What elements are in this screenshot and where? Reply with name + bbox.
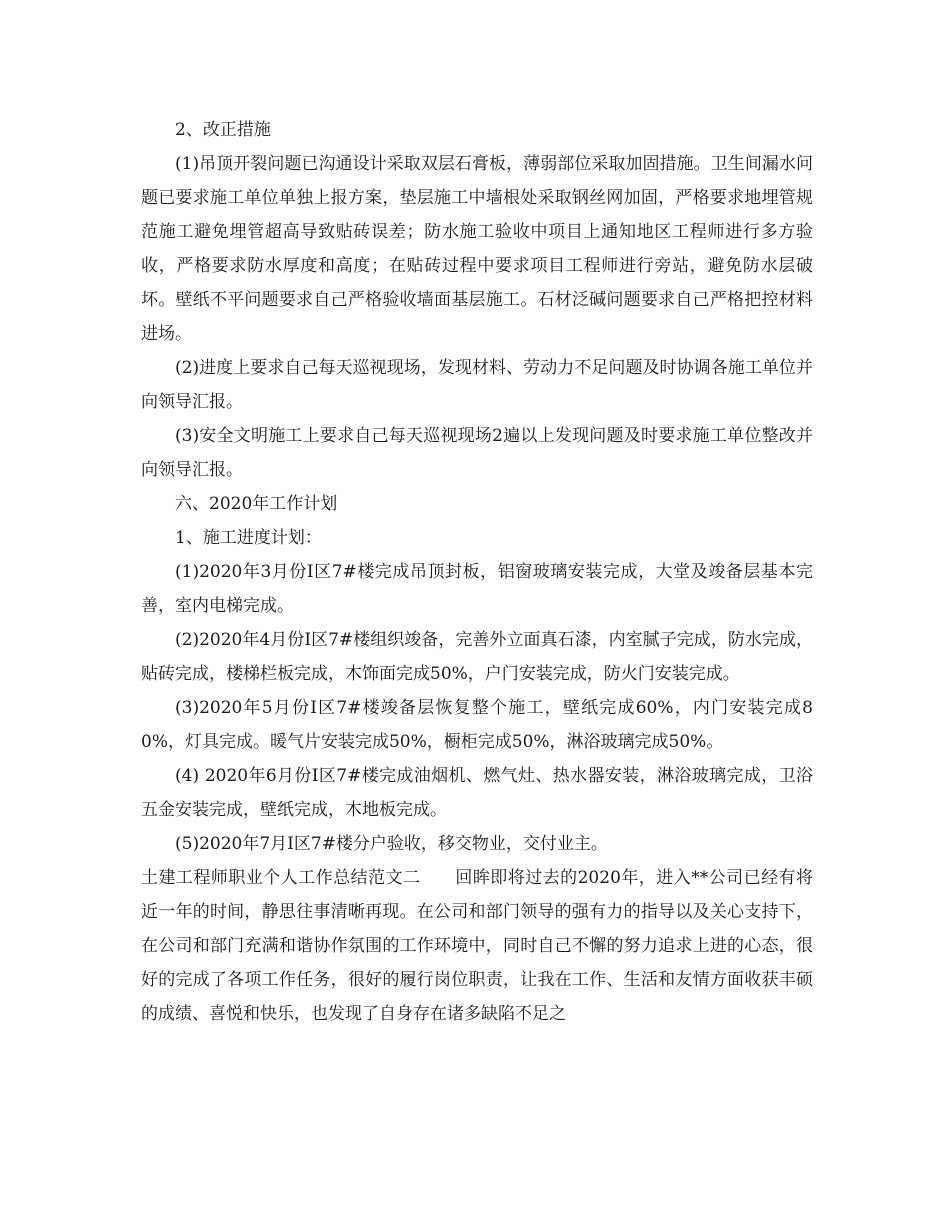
heading-schedule-plan: 1、施工进度计划： bbox=[175, 528, 322, 548]
paragraph-measure-3: (3)安全文明施工上要求自己每天巡视现场2遍以上发现问题及时要求施工单位整改并向领导汇报。 bbox=[141, 426, 813, 480]
paragraph-plan-june: (4) 2020年6月份Ⅰ区7#楼完成油烟机、燃气灶、热水器安装，淋浴玻璃完成，卫浴五金安装完成，壁纸完成，木地板完成。 bbox=[141, 766, 813, 820]
paragraph-measure-1: (1)吊顶开裂问题已沟通设计采取双层石膏板，薄弱部位采取加固措施。卫生间漏水问题已要求施工单位单独上报方案，垫层施工中墙根处采取钢丝网加固，严格要求地埋管规范施工避免埋管超高导致贴砖误差；防水施工验收中项目上通知地区工程师进行多方验收，严格要求防水厚度和高度；在贴砖过程中要求项目工程师进行旁站，避免防水层破坏。壁纸不平问题要求自己严格验收墙面基层施工。石材泛碱问题要求自己严格把控材料进场。 bbox=[141, 154, 813, 344]
document-body bbox=[141, 113, 813, 1031]
paragraph-plan-july: (5)2020年7月Ⅰ区7#楼分户验收，移交物业，交付业主。 bbox=[175, 834, 608, 854]
paragraph-measure-2: (2)进度上要求自己每天巡视现场，发现材料、劳动力不足问题及时协调各施工单位并向领导汇报。 bbox=[141, 358, 813, 412]
paragraph-summary-two: 土建工程师职业个人工作总结范文二 回眸即将过去的2020年，进入**公司已经有将近一年的时间，静思往事清晰再现。在公司和部门领导的强有力的指导以及关心支持下，在公司和部门充满和谐协作氛围的工作环境中，同时自己不懈的努力追求上进的心态，很好的完成了各项工作任务，很好的履行岗位职责，让我在工作、生活和友情方面收获丰硕的成绩、喜悦和快乐，也发现了自身存在诸多缺陷不足之 bbox=[141, 868, 813, 1024]
heading-corrective-measures: 2、改正措施 bbox=[175, 120, 271, 140]
paragraph-plan-march: (1)2020年3月份Ⅰ区7#楼完成吊顶封板，铝窗玻璃安装完成，大堂及竣备层基本完善，室内电梯完成。 bbox=[141, 562, 813, 616]
paragraph-plan-april: (2)2020年4月份Ⅰ区7#楼组织竣备，完善外立面真石漆，内室腻子完成，防水完成，贴砖完成，楼梯栏板完成，木饰面完成50%，户门安装完成，防火门安装完成。 bbox=[141, 630, 813, 684]
paragraph-plan-may: (3)2020年5月份Ⅰ区7#楼竣备层恢复整个施工，壁纸完成60%，内门安装完成80%，灯具完成。暖气片安装完成50%，橱柜完成50%，淋浴玻璃完成50%。 bbox=[141, 698, 813, 752]
heading-work-plan: 六、2020年工作计划 bbox=[175, 494, 338, 514]
